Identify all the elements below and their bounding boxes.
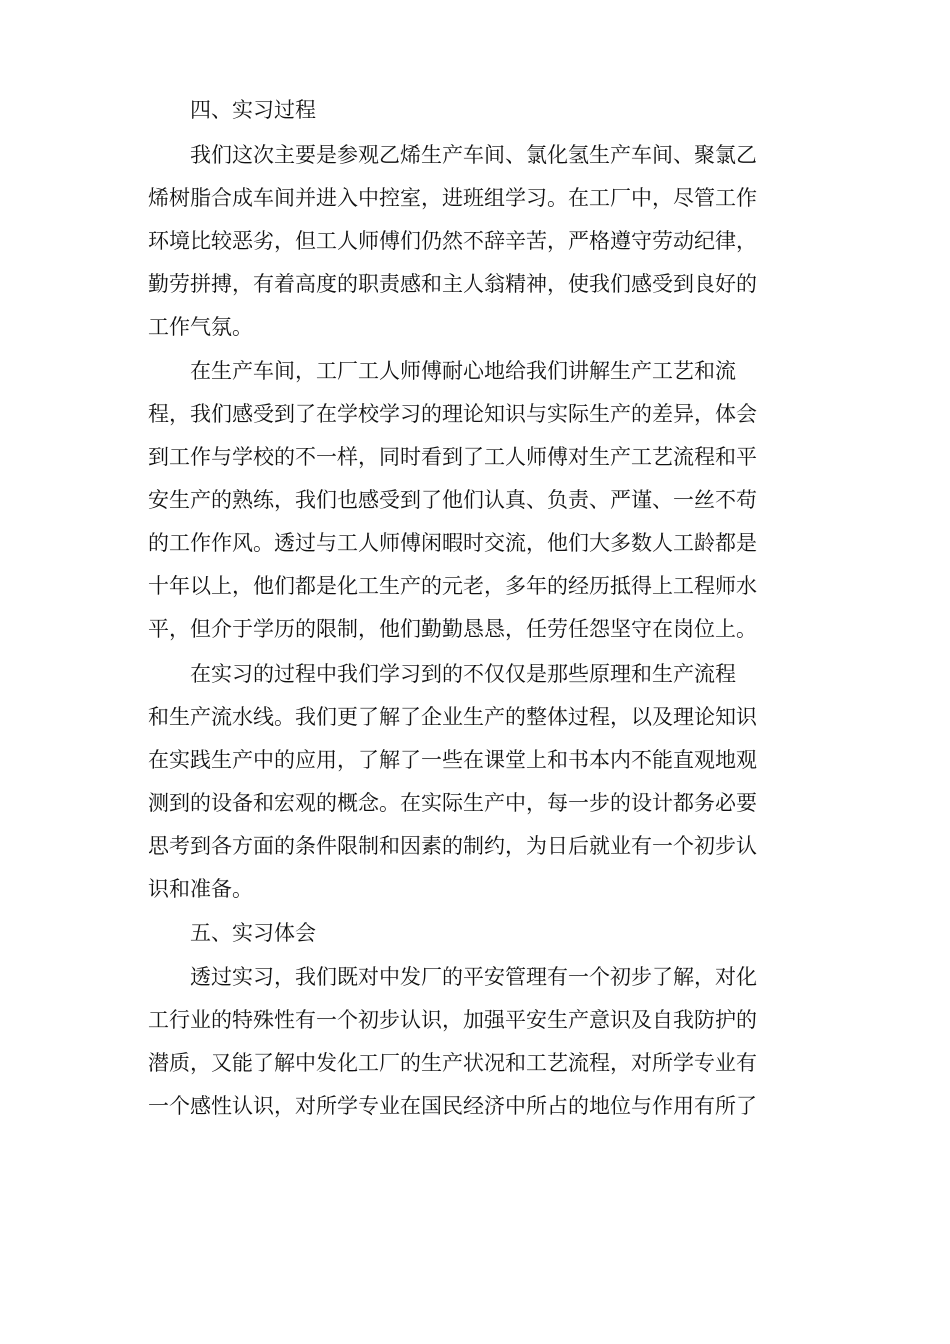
- paragraph-line: [0, 869, 950, 909]
- text-line: 透过实习，我们既对中发厂的平安管理有一个初步了解，对化: [190, 965, 757, 989]
- text-line: 我们这次主要是参观乙烯生产车间、氯化氢生产车间、聚氯乙: [190, 143, 757, 167]
- paragraph-line: [0, 178, 950, 218]
- text-line: 潜质，又能了解中发化工厂的生产状况和工艺流程，对所学专业有: [148, 1051, 757, 1075]
- paragraph-line: [0, 783, 950, 823]
- paragraph-line: [0, 1043, 950, 1083]
- text-line: 在实践生产中的应用，了解了一些在课堂上和书本内不能直观地观: [148, 748, 757, 772]
- text-line: 思考到各方面的条件限制和因素的制约，为日后就业有一个初步认: [148, 834, 757, 858]
- paragraph-line: [0, 1086, 950, 1126]
- text-line: 到工作与学校的不一样，同时看到了工人师傅对生产工艺流程和平: [148, 445, 757, 469]
- text-line: 在实习的过程中我们学习到的不仅仅是那些原理和生产流程: [190, 662, 736, 686]
- paragraph-line: [0, 1000, 950, 1040]
- section-heading-internship-reflection: [0, 913, 950, 953]
- paragraph-line: [0, 264, 950, 304]
- text-line: 在生产车间，工厂工人师傅耐心地给我们讲解生产工艺和流: [190, 359, 736, 383]
- paragraph-line: [0, 437, 950, 477]
- paragraph-line: [0, 307, 950, 347]
- heading-text: 五、实习体会: [190, 921, 316, 945]
- paragraph-line: [0, 480, 950, 520]
- text-line: 的工作作风。透过与工人师傅闲暇时交流，他们大多数人工龄都是: [148, 531, 757, 555]
- paragraph-line: [0, 826, 950, 866]
- paragraph-line: [0, 957, 950, 997]
- text-line: 一个感性认识，对所学专业在国民经济中所占的地位与作用有所了: [148, 1094, 757, 1118]
- text-line: 工作气氛。: [148, 315, 253, 339]
- paragraph-line: [0, 654, 950, 694]
- text-line: 程，我们感受到了在学校学习的理论知识与实际生产的差异，体会: [148, 402, 757, 426]
- text-line: 勤劳拼搏，有着高度的职责感和主人翁精神，使我们感受到良好的: [148, 272, 757, 296]
- paragraph-line: [0, 566, 950, 606]
- heading-text: 四、实习过程: [190, 98, 316, 122]
- paragraph-line: [0, 221, 950, 261]
- text-line: 测到的设备和宏观的概念。在实际生产中，每一步的设计都务必要: [148, 791, 757, 815]
- text-line: 十年以上，他们都是化工生产的元老，多年的经历抵得上工程师水: [148, 574, 757, 598]
- paragraph-line: [0, 135, 950, 175]
- section-heading-internship-process: [0, 90, 950, 130]
- text-line: 工行业的特殊性有一个初步认识，加强平安生产意识及自我防护的: [148, 1008, 757, 1032]
- text-line: 识和准备。: [148, 877, 253, 901]
- paragraph-line: [0, 523, 950, 563]
- paragraph-line: [0, 740, 950, 780]
- text-line: 环境比较恶劣，但工人师傅们仍然不辞辛苦，严格遵守劳动纪律，: [148, 229, 757, 253]
- text-line: 安生产的熟练，我们也感受到了他们认真、负责、严谨、一丝不苟: [148, 488, 757, 512]
- text-line: 和生产流水线。我们更了解了企业生产的整体过程，以及理论知识: [148, 705, 757, 729]
- paragraph-line: [0, 351, 950, 391]
- text-line: 平，但介于学历的限制，他们勤勤恳恳，任劳任怨坚守在岗位上。: [148, 617, 757, 641]
- paragraph-line: [0, 697, 950, 737]
- paragraph-line: [0, 394, 950, 434]
- paragraph-line: [0, 609, 950, 649]
- text-line: 烯树脂合成车间并进入中控室，进班组学习。在工厂中，尽管工作: [148, 186, 757, 210]
